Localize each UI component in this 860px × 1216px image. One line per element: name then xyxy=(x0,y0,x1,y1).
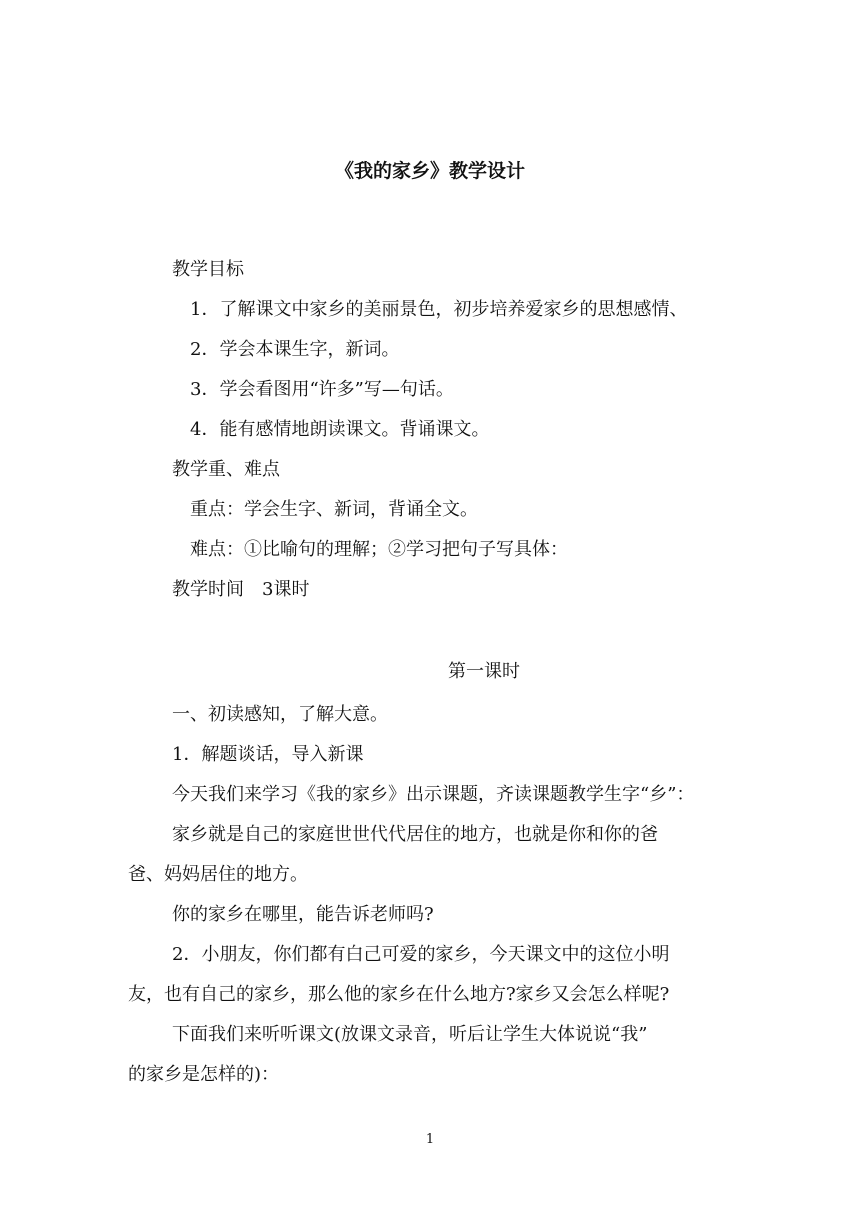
step-item-1: 1．解题谈话，导入新课 xyxy=(172,744,364,765)
section-heading-objectives: 教学目标 xyxy=(172,259,244,280)
step-item-2: 2．小朋友，你们都有白己可爱的家乡，今天课文中的这位小明 xyxy=(172,944,670,965)
difficult-point-line: 难点：①比喻句的理解；②学习把句子写具体： xyxy=(190,539,568,560)
paragraph-line: 下面我们来听听课文(放课文录音，听后让学生大体说说“我” xyxy=(172,1024,648,1045)
paragraph-line: 的家乡是怎样的)： xyxy=(128,1064,280,1085)
section-heading-key-points: 教学重、难点 xyxy=(172,459,280,480)
lesson-heading: 第一课时 xyxy=(448,661,520,682)
key-point-line: 重点：学会生字、新词，背诵全文。 xyxy=(190,499,478,520)
page-number: 1 xyxy=(425,1132,435,1147)
paragraph-line: 友，也有自己的家乡，那么他的家乡在什么地方?家乡又会怎么样呢? xyxy=(128,984,670,1005)
paragraph-line: 今天我们来学习《我的家乡》出示课题，齐读课题教学生字“乡”： xyxy=(172,784,695,805)
objective-item-3: 3．学会看图用“许多”写—句话。 xyxy=(190,379,454,400)
objective-item-1: 1．了解课文中家乡的美丽景色，初步培养爱家乡的思想感情、 xyxy=(190,299,688,320)
objective-item-4: 4．能有感情地朗读课文。背诵课文。 xyxy=(190,419,490,440)
step-heading: 一、初读感知，了解大意。 xyxy=(172,704,388,725)
paragraph-line: 你的家乡在哪里，能告诉老师吗? xyxy=(172,904,434,925)
paragraph-line: 家乡就是自己的家庭世世代代居住的地方，也就是你和你的爸 xyxy=(172,824,658,845)
objective-item-2: 2．学会本课生字，新词。 xyxy=(190,339,400,360)
teaching-time-line: 教学时间 3课时 xyxy=(172,579,310,600)
document-title: 《我的家乡》教学设计 xyxy=(334,160,525,182)
paragraph-line: 爸、妈妈居住的地方。 xyxy=(128,864,308,885)
